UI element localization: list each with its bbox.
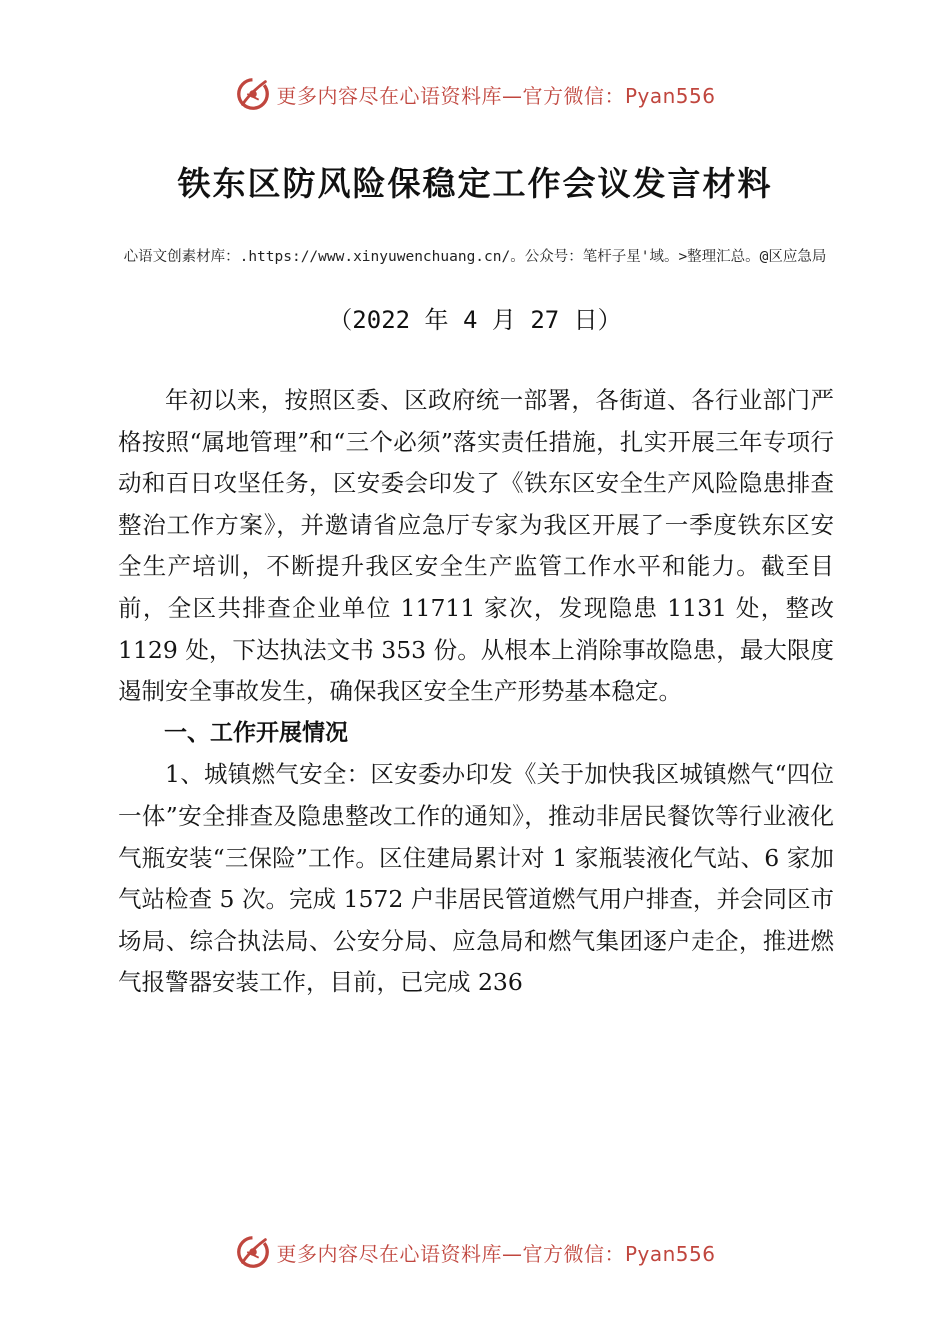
section-paragraph: 1、城镇燃气安全：区安委办印发《关于加快我区城镇燃气“四位一体”安全排查及隐患整改工作的通知》，推动非居民餐饮等行业液化气瓶安装“三保险”工作。区住建局累计对 1 家瓶装液化气站、6 家加气站检查 5 次。完成 1572 户非居民管道燃气用户排查，并会同区市场局、综合执法局、公安分局、应急局和燃气集团逐户走企，推进燃气报警器安装工作，目前，已完成 236 bbox=[118, 760, 834, 997]
intro-paragraph: 年初以来，按照区委、区政府统一部署，各街道、各行业部门严格按照“属地管理”和“三个必须”落实责任措施，扎实开展三年专项行动和百日攻坚任务，区安委会印发了《铁东区安全生产风险隐患排查整治工作方案》，并邀请省应急厅专家为我区开展了一季度铁东区安全生产培训，不断提升我区安全生产监管工作水平和能力。截至目前，全区共排查企业单位 11711 家次，发现隐患 1131 处，整改 1129 处，下达执法文书 353 份。从根本上消除事故隐患，最大限度遏制安全事故发生，确保我区安全生产形势基本稳定。 bbox=[118, 386, 834, 706]
watermark-banner-bottom bbox=[0, 1232, 950, 1272]
brush-circle-logo-icon bbox=[234, 1233, 272, 1271]
document-date: （2022 年 4 月 27 日） bbox=[328, 306, 622, 334]
watermark-banner-top bbox=[0, 74, 950, 114]
brush-circle-logo-icon bbox=[234, 75, 272, 113]
document-title: 铁东区防风险保稳定工作会议发言材料 bbox=[177, 164, 773, 203]
document-body bbox=[118, 380, 834, 1004]
source-line: 心语文创素材库：.https://www.xinyuwenchuang.cn/。公众号：笔杆子星'域。>整理汇总。@区应急局 bbox=[123, 249, 827, 265]
watermark-text: 更多内容尽在心语资料库—官方微信：Pyan556 bbox=[276, 1241, 716, 1266]
section-heading: 一、工作开展情况 bbox=[164, 719, 348, 746]
watermark-text: 更多内容尽在心语资料库—官方微信：Pyan556 bbox=[276, 83, 716, 108]
